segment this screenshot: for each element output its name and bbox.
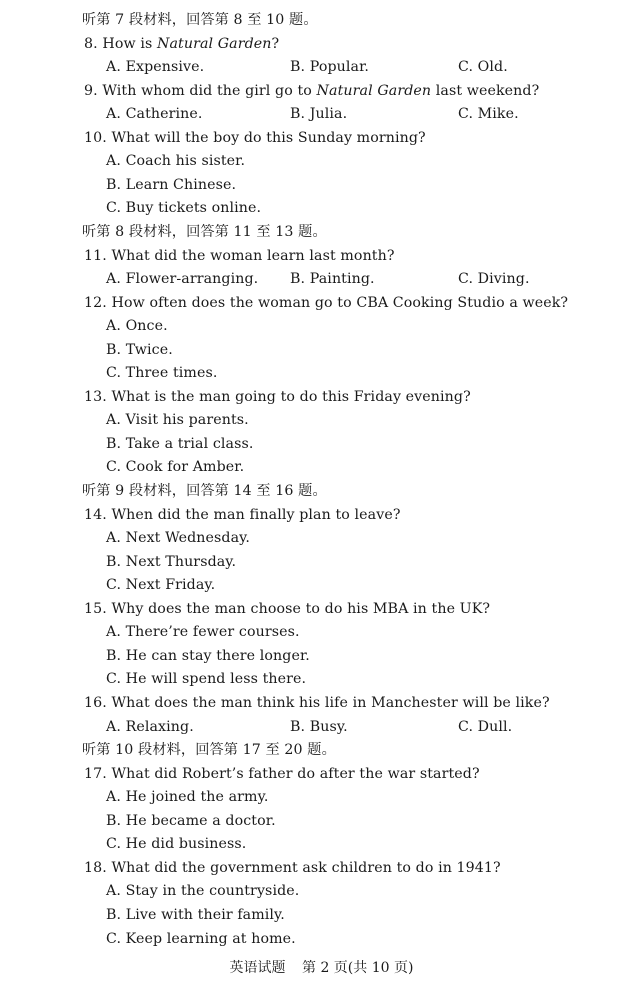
answer-option: B. He can stay there longer. — [106, 647, 310, 664]
question-stem — [84, 245, 395, 267]
section-instruction: 听第 9 段材料，回答第 14 至 16 题。 — [82, 483, 327, 499]
question-stem-part: 8. How is — [84, 35, 157, 52]
question-stem-part: ? — [271, 35, 280, 52]
question-stem-part: 10. What will the boy do this Sunday morning? — [84, 129, 426, 146]
answer-option: B. Learn Chinese. — [106, 176, 237, 193]
footer-page-number: 第 2 页(共 10 页) — [302, 960, 414, 976]
question-stem-part: 14. When did the man finally plan to leave? — [84, 506, 401, 523]
section-instruction: 听第 10 段材料，回答第 17 至 20 题。 — [82, 742, 336, 759]
answer-option: A. Stay in the countryside. — [106, 883, 300, 900]
question-stem-part: 17. What did Robert’s father do after the war started? — [84, 765, 480, 782]
answer-option: C. Next Friday. — [106, 577, 216, 594]
question-stem — [84, 292, 568, 314]
answer-option: A. Catherine. — [106, 106, 203, 123]
question-stem — [84, 127, 426, 149]
question-stem-part: 9. With whom did the girl go to — [84, 82, 317, 99]
question-stem-part: 11. What did the woman learn last month? — [84, 247, 395, 264]
footer-subject: 英语试题 — [229, 960, 286, 976]
answer-option: B. Popular. — [290, 59, 370, 76]
question-stem — [84, 857, 501, 879]
question-stem-part: 13. What is the man going to do this Friday evening? — [84, 388, 471, 405]
question-stem-italic: Natural Garden — [156, 35, 272, 52]
answer-option: B. Take a trial class. — [106, 435, 254, 452]
answer-option: B. Twice. — [106, 341, 173, 358]
answer-option: C. Cook for Amber. — [106, 459, 245, 476]
question-stem-part: 18. What did the government ask children to do in 1941? — [84, 859, 501, 876]
question-stem — [84, 33, 279, 55]
answer-option: C. Old. — [458, 59, 508, 76]
answer-option: C. Three times. — [106, 365, 218, 382]
question-stem — [84, 692, 550, 714]
question-stem — [84, 598, 490, 620]
answer-option: B. Live with their family. — [106, 906, 285, 923]
answer-option: C. He did business. — [106, 836, 247, 853]
answer-option: A. Once. — [106, 318, 168, 335]
answer-option: B. Next Thursday. — [106, 553, 237, 570]
answer-option: A. There’re fewer courses. — [106, 624, 300, 641]
answer-option: A. He joined the army. — [106, 789, 269, 806]
question-stem — [84, 504, 401, 526]
answer-option: A. Coach his sister. — [106, 153, 246, 170]
section-instruction: 听第 7 段材料，回答第 8 至 10 题。 — [82, 12, 318, 28]
question-stem-part: 12. How often does the woman go to CBA Cooking Studio a week? — [84, 294, 569, 311]
section-instruction: 听第 8 段材料，回答第 11 至 13 题。 — [82, 224, 327, 240]
answer-option: C. Keep learning at home. — [106, 930, 296, 947]
question-stem-part: 15. Why does the man choose to do his MBA in the UK? — [84, 600, 491, 617]
question-stem-part: 16. What does the man think his life in Manchester will be like? — [84, 695, 550, 711]
page-footer — [0, 958, 643, 978]
answer-option: C. Mike. — [458, 106, 519, 123]
question-stem — [84, 386, 471, 408]
answer-option: A. Visit his parents. — [106, 412, 249, 429]
answer-option: A. Expensive. — [106, 59, 205, 76]
answer-option: B. Painting. — [290, 271, 375, 288]
answer-option: B. He became a doctor. — [106, 812, 276, 829]
question-stem — [84, 80, 539, 102]
answer-option: C. Diving. — [458, 271, 530, 288]
answer-option: A. Relaxing. — [106, 718, 194, 735]
answer-option: C. Dull. — [458, 718, 513, 735]
answer-option: C. He will spend less there. — [106, 671, 307, 688]
question-stem-part: last weekend? — [431, 82, 540, 99]
answer-option: A. Flower-arranging. — [106, 271, 259, 288]
answer-option: A. Next Wednesday. — [106, 530, 250, 547]
question-stem — [84, 763, 480, 785]
question-stem-italic: Natural Garden — [316, 82, 432, 99]
answer-option: C. Buy tickets online. — [106, 200, 262, 217]
answer-option: B. Julia. — [290, 106, 348, 123]
answer-option: B. Busy. — [290, 718, 348, 735]
